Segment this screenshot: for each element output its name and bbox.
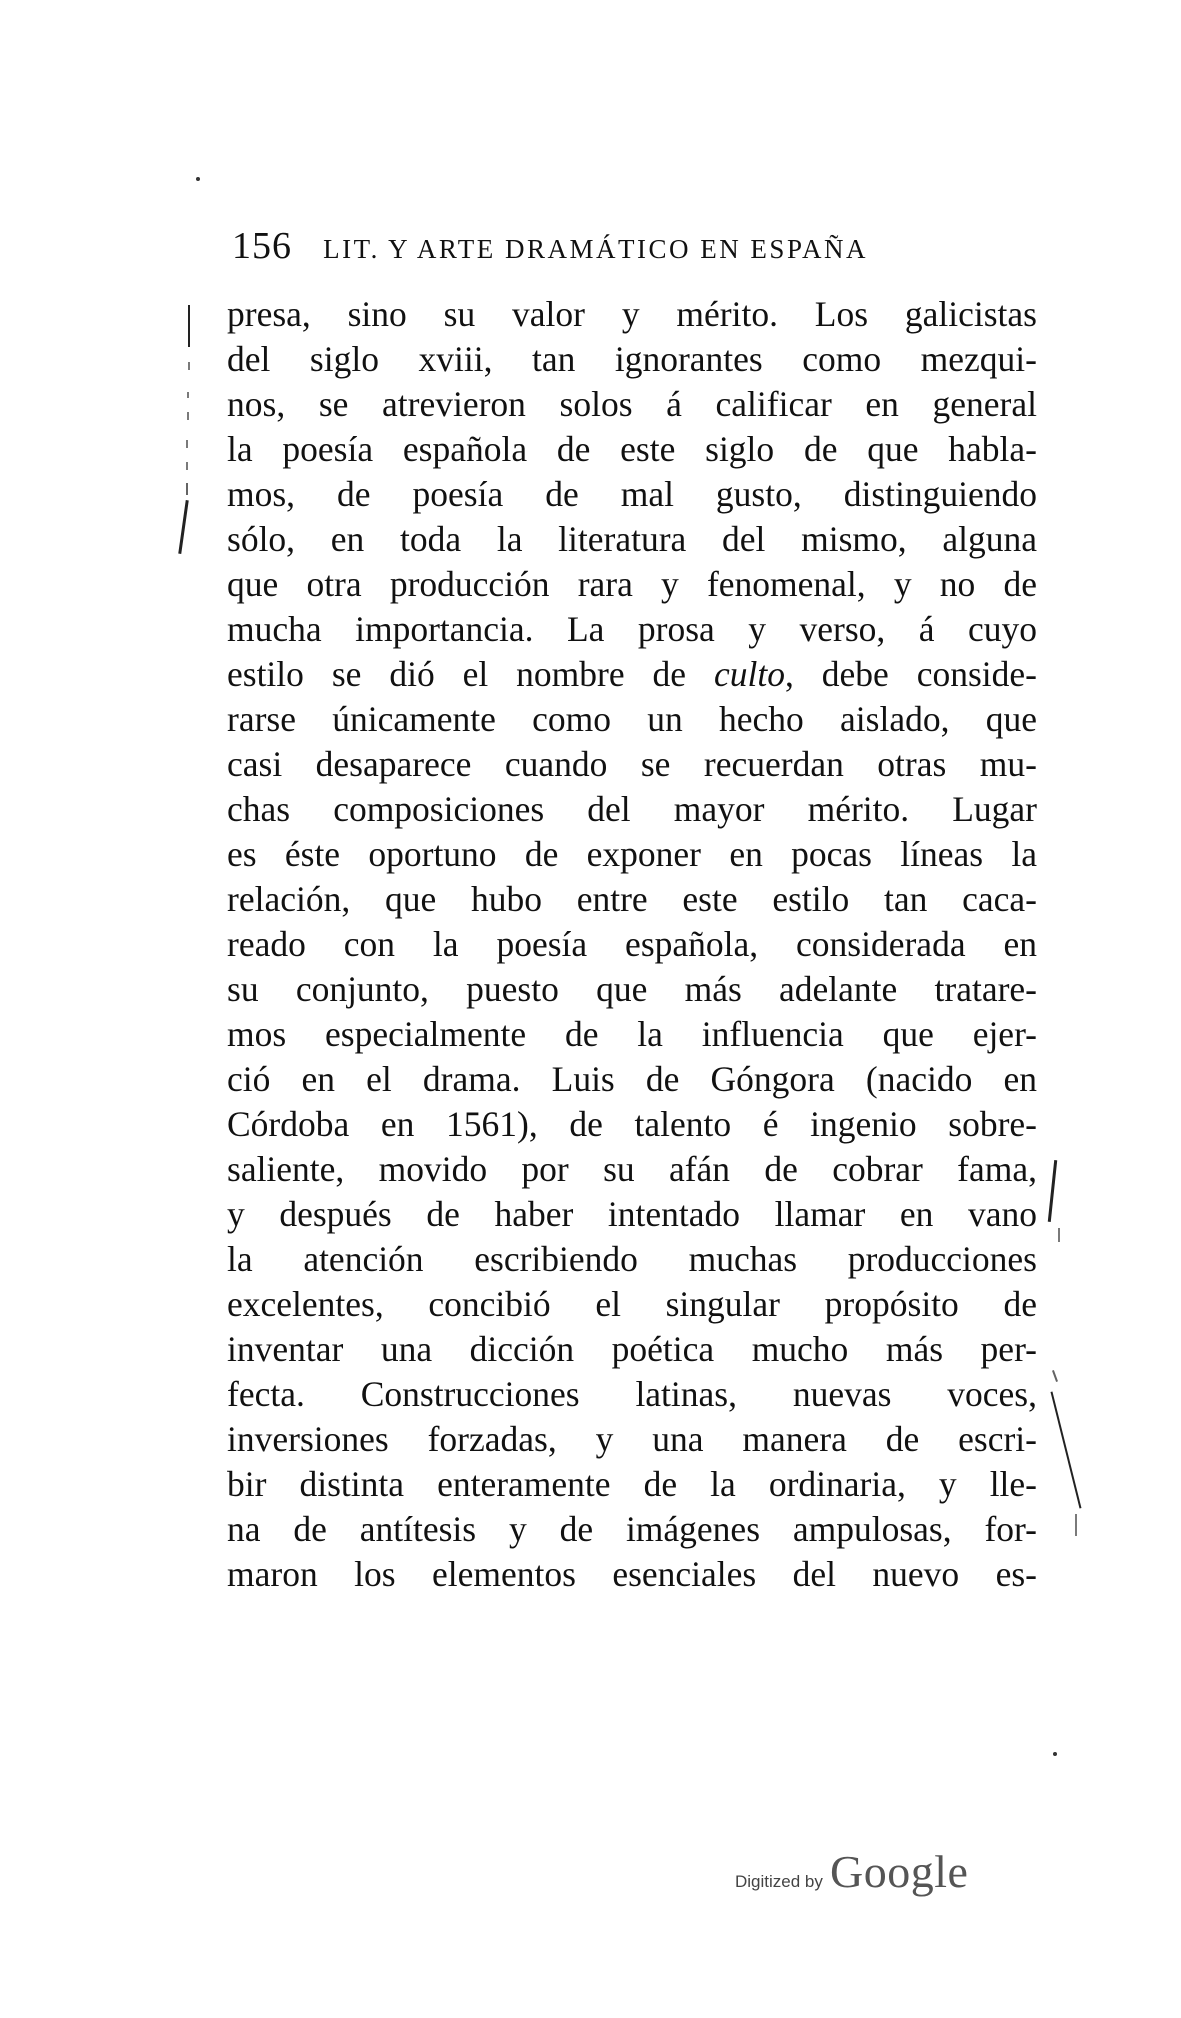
margin-stroke: [1058, 1228, 1060, 1242]
text-line: fecta. Construcciones latinas, nuevas voces,: [227, 1374, 1037, 1414]
text-segment: , debe conside-: [784, 654, 1037, 694]
speck-mark: [196, 177, 200, 181]
text-line: Córdoba en 1561), de talento é ingenio sobre-: [227, 1104, 1037, 1144]
text-line: su conjunto, puesto que más adelante tratare-: [227, 969, 1037, 1009]
text-line: nos, se atrevieron solos á calificar en general: [227, 384, 1037, 424]
speck-mark: [1053, 1752, 1057, 1756]
italic-word: culto: [714, 654, 785, 694]
text-line: y después de haber intentado llamar en vano: [227, 1194, 1037, 1234]
margin-stroke: [186, 483, 188, 495]
margin-stroke: [188, 305, 190, 347]
text-line: saliente, movido por su afán de cobrar fama,: [227, 1149, 1037, 1189]
margin-stroke: [178, 500, 188, 554]
google-logo: Google: [829, 1846, 969, 1897]
text-line: que otra producción rara y fenomenal, y no de: [227, 564, 1037, 604]
margin-stroke: [186, 440, 188, 448]
margin-stroke: [188, 362, 190, 370]
text-line: chas composiciones del mayor mérito. Lugar: [227, 789, 1037, 829]
margin-stroke: [1048, 1160, 1057, 1222]
page-number: 156: [232, 225, 292, 267]
text-line: relación, que hubo entre este estilo tan caca-: [227, 879, 1037, 919]
text-line: rarse únicamente como un hecho aislado, que: [227, 699, 1037, 739]
text-line: sólo, en toda la literatura del mismo, alguna: [227, 519, 1037, 559]
text-line: maron los elementos esenciales del nuevo es-: [227, 1554, 1037, 1594]
page-header: [232, 224, 1062, 268]
text-line: mos, de poesía de mal gusto, distinguiendo: [227, 474, 1037, 514]
text-segment: estilo se dió el nombre de: [227, 654, 687, 694]
text-line: mucha importancia. La prosa y verso, á cuyo: [227, 609, 1037, 649]
text-line: casi desaparece cuando se recuerdan otras mu-: [227, 744, 1037, 784]
margin-stroke: [1051, 1392, 1082, 1509]
body-text: [227, 292, 1037, 1597]
running-title: LIT. Y ARTE DRAMÁTICO EN ESPAÑA: [323, 234, 868, 264]
text-line: es éste oportuno de exponer en pocas líneas la: [227, 834, 1037, 874]
margin-stroke: [1052, 1370, 1058, 1382]
text-line-with-italic: [227, 652, 1037, 697]
margin-stroke: [187, 392, 189, 398]
margin-stroke: [187, 412, 189, 420]
watermark-prefix: Digitized by: [735, 1872, 823, 1891]
margin-stroke: [1075, 1514, 1077, 1536]
text-line: la atención escribiendo muchas producciones: [227, 1239, 1037, 1279]
text-line: la poesía española de este siglo de que habla-: [227, 429, 1037, 469]
text-line: excelentes, concibió el singular propósito de: [227, 1284, 1037, 1324]
text-line: presa, sino su valor y mérito. Los galicistas: [227, 294, 1037, 334]
margin-stroke: [186, 462, 188, 470]
text-line: reado con la poesía española, considerada en: [227, 924, 1037, 964]
text-line: mos especialmente de la influencia que ejer-: [227, 1014, 1037, 1054]
text-line: bir distinta enteramente de la ordinaria, y lle-: [227, 1464, 1037, 1504]
text-line: del siglo xviii, tan ignorantes como mezqui-: [227, 339, 1037, 379]
text-line: inventar una dicción poética mucho más per-: [227, 1329, 1037, 1369]
text-line: ció en el drama. Luis de Góngora (nacido en: [227, 1059, 1037, 1099]
text-line: na de antítesis y de imágenes ampulosas, for-: [227, 1509, 1037, 1549]
digitized-watermark: [735, 1845, 968, 1898]
text-line: inversiones forzadas, y una manera de escri-: [227, 1419, 1037, 1459]
